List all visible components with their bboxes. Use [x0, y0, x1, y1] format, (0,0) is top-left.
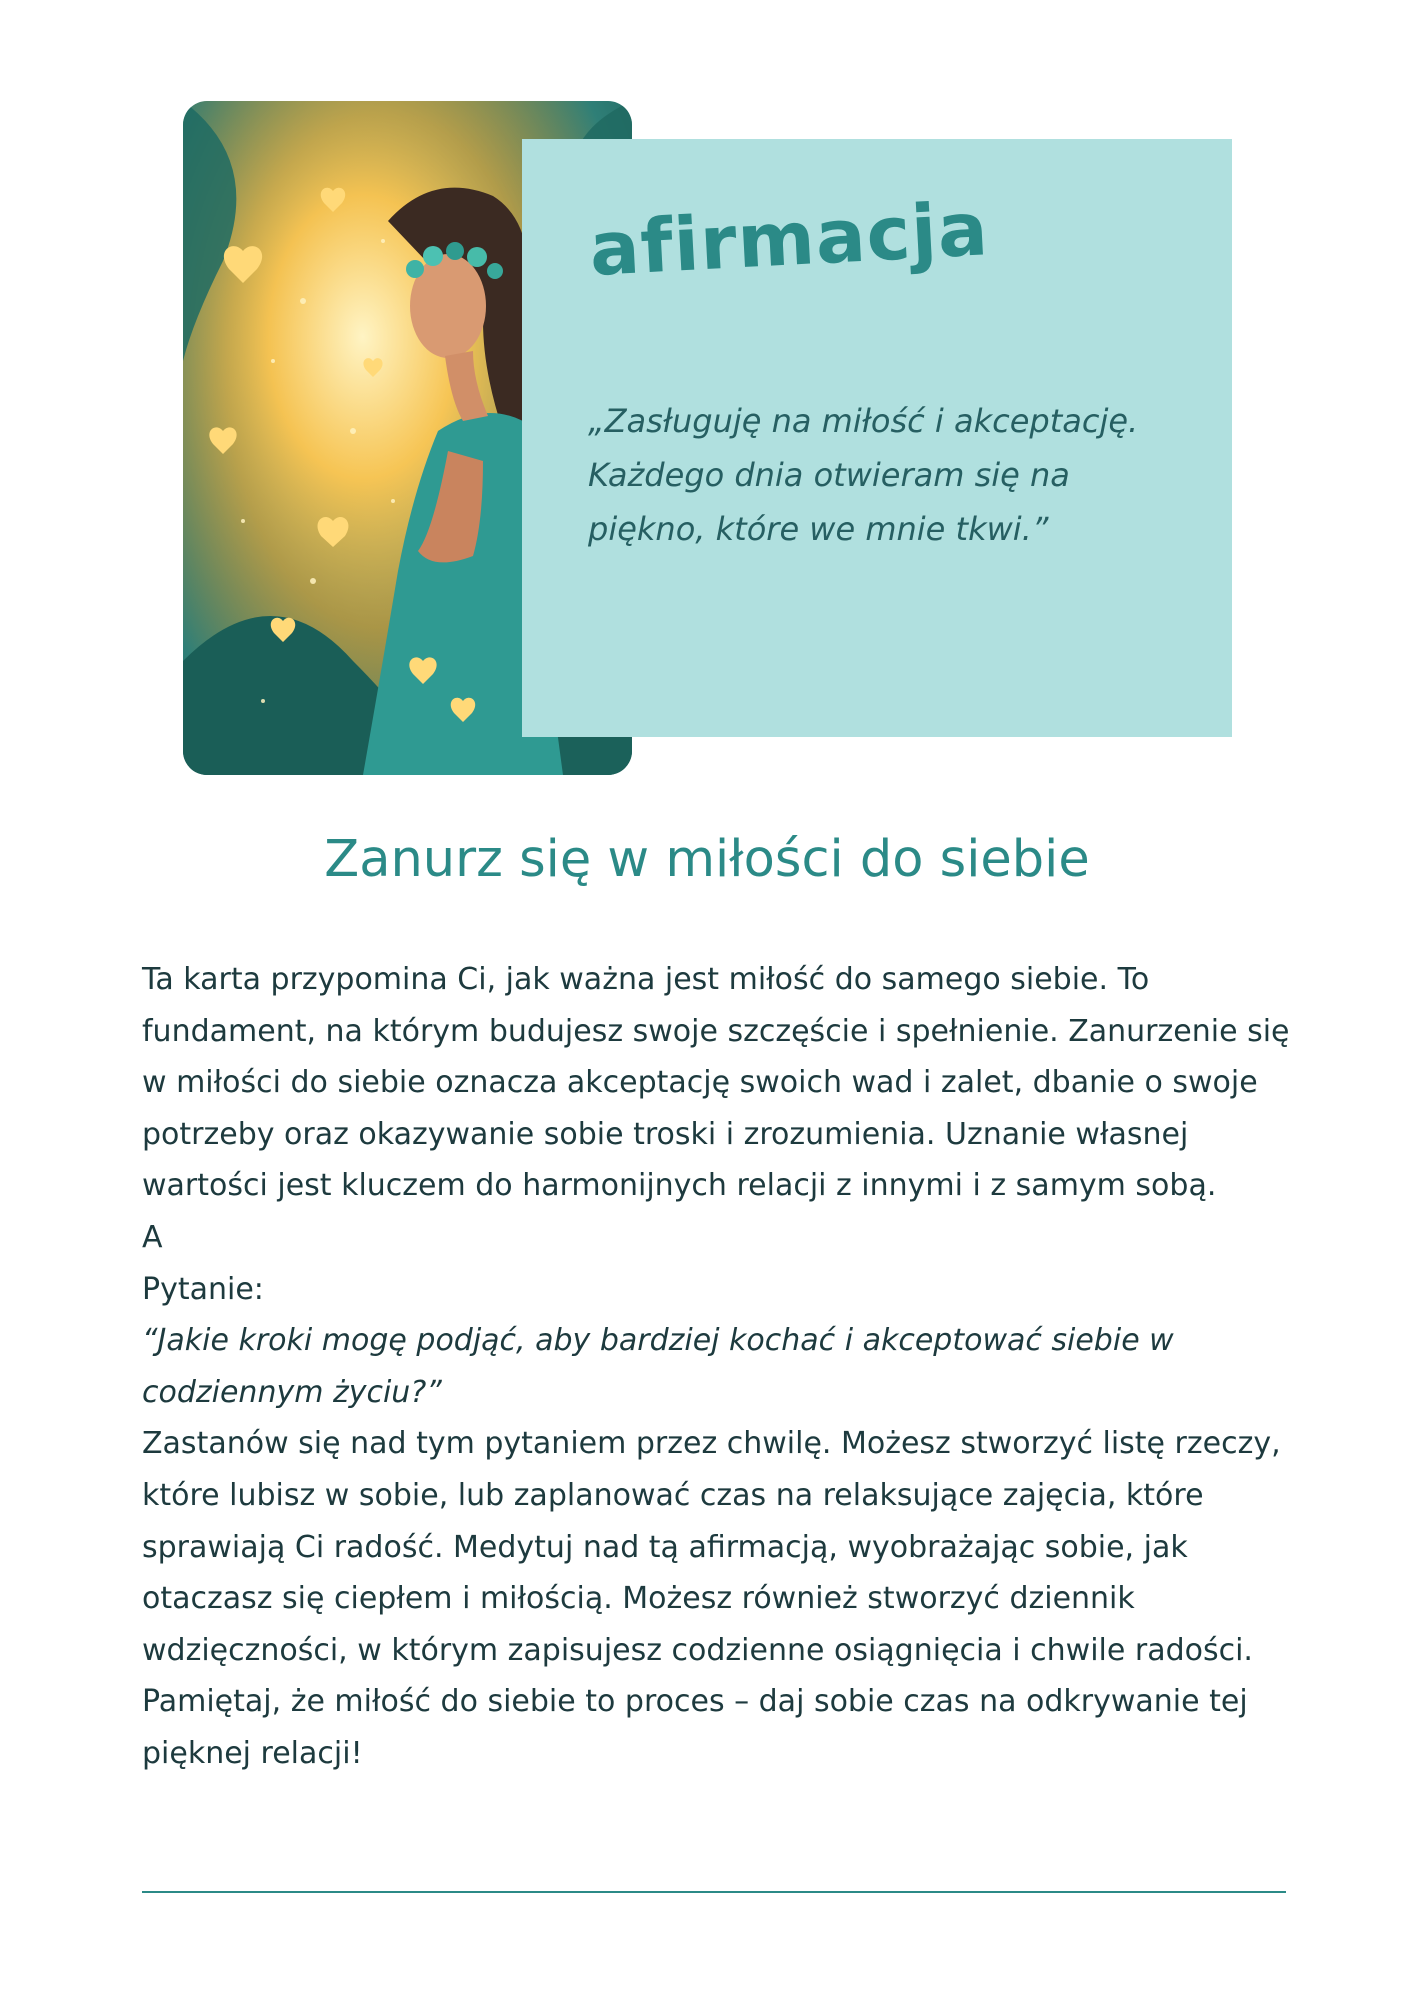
body-text	[142, 954, 1292, 1780]
affirmation-box	[522, 139, 1232, 737]
closing-paragraph: Pamiętaj, że miłość do siebie to proces – daj sobie czas na odkrywanie tej pięknej relacji!	[142, 1684, 1248, 1771]
question-label: Pytanie:	[142, 1271, 264, 1307]
bottom-divider	[142, 1891, 1286, 1893]
affirmation-title: afirmacja	[587, 186, 991, 293]
intro-paragraph: Ta karta przypomina Ci, jak ważna jest miłość do samego siebie. To fundament, na którym budujesz swoje szczęście i spełnienie. Zanurzenie się w miłości do siebie oznacza akceptację swoich wad i zalet, dbanie o swoje potrzeby oraz okazywanie sobie troski i zrozumienia. Uznanie własnej wartości jest kluczem do harmonijnych relacji z innymi i z samym sobą.	[142, 962, 1290, 1204]
section-marker: A	[142, 1219, 163, 1255]
question-text: “Jakie kroki mogę podjąć, aby bardziej kochać i akceptować siebie w codziennym życiu?”	[142, 1323, 1174, 1410]
reflection-paragraph: Zastanów się nad tym pytaniem przez chwilę. Możesz stworzyć listę rzeczy, które lubisz w sobie, lub zaplanować czas na relaksujące zajęcia, które sprawiają Ci radość. Medytuj nad tą afirmacją, wyobrażając sobie, jak otaczasz się ciepłem i miłością. Możesz również stworzyć dziennik wdzięczności, w którym zapisujesz codzienne osiągnięcia i chwile radości.	[142, 1426, 1281, 1668]
section-heading: Zanurz się w miłości do siebie	[324, 830, 1090, 889]
affirmation-quote: „Zasługuję na miłość i akceptację. Każdego dnia otwieram się na piękno, które we mnie tkwi.”	[588, 402, 1139, 548]
